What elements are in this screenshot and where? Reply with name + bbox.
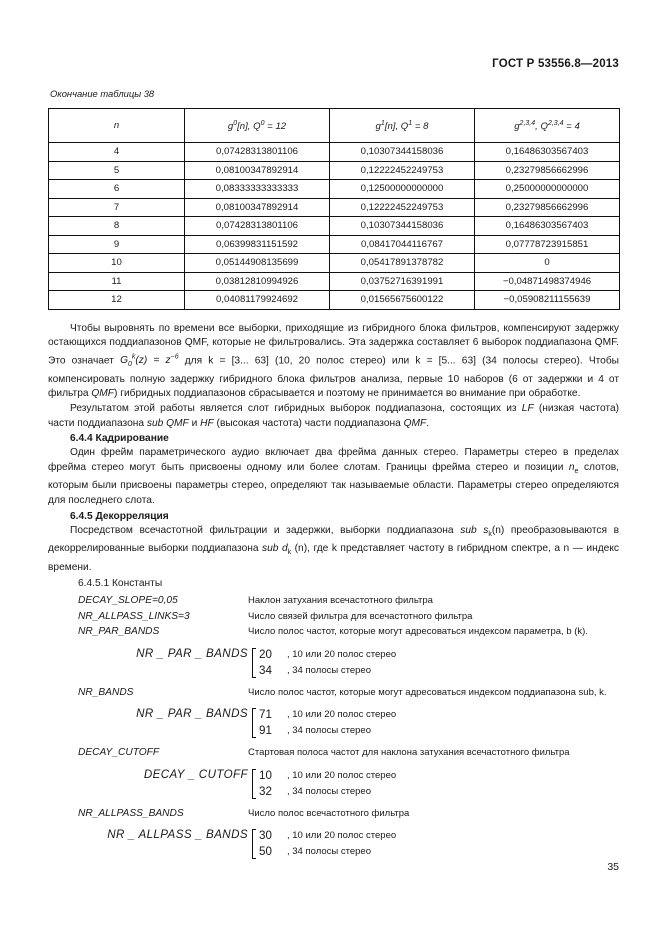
paragraph-filterbank-delay: Чтобы выровнять по времени все выборки, приходящие из гибридного блока фильтров, компенсируют задержку остающихся поддиапазонов QMF, которые не фильтровались. Эта задержка составляет 6 выборок поддиапазона QMF. Это означает $G_0^k(z) = z^{-6}$ для k = [3... 63] (10, 20 полос стерео) или k = [5... 63] (34 полосы стерео). Чтобы компенсировать полную задержку гибридного блока фильтров анализа, первые 10 наборов (6 от задержки и 4 от фильтра QMF) гибридных поддиапазонов сбрасывается и поэтому не принимается во внимание при обработке.: [48, 322, 619, 400]
brace-glyph: [249, 707, 258, 739]
constant-row: [48, 685, 619, 701]
table-cell-value: 0,23279856662996: [475, 161, 620, 180]
table-cell-value: 0,16486303567403: [475, 217, 620, 236]
paragraph-framing: Один фрейм параметрического аудио включает два фрейма данных стерео. Параметры стерео в пределах фрейма стерео могут быть присвоены одному или более слотам. Границы фрейма стерео и позиции $n_e$ слотов, которым были присвоены параметры стерео, определяют так называемые области. Параметры стерео определяются для последнего слота.: [48, 447, 619, 507]
table-cell-value: 0,12222452249753: [330, 198, 475, 217]
table-cell-value: 0,01565675600122: [330, 291, 475, 310]
constant-row-braced: [48, 768, 619, 802]
constant-note: , 34 полосы стерео: [287, 725, 371, 737]
constant-description: Число полос всечастотного фильтра: [248, 807, 410, 819]
table-row: [49, 217, 620, 236]
constant-note: , 34 полосы стерео: [287, 846, 371, 858]
constant-description: Наклон затухания всечастотного фильтра: [248, 595, 433, 607]
table-col-header-n: n: [49, 109, 185, 143]
constant-note: , 34 полосы стерео: [287, 664, 371, 676]
constant-row-braced: [48, 647, 619, 681]
table-cell-n: 10: [49, 254, 185, 273]
table-cell-n: 6: [49, 180, 185, 199]
constant-description: Число полос частот, которые могут адресоваться индексом параметра, b (k).: [248, 626, 588, 638]
constant-row: [48, 609, 619, 625]
table-cell-n: 9: [49, 235, 185, 254]
constant-value: 34: [259, 663, 272, 677]
table-cell-value: 0: [475, 254, 620, 273]
constant-row: [48, 624, 619, 640]
section-heading-6-4-5: 6.4.5 Декорреляция: [70, 510, 169, 522]
constant-name: NR_BANDS: [78, 686, 134, 698]
table-cell-value: 0,08333333333333: [185, 180, 330, 199]
constant-name-wrap: [48, 768, 248, 781]
brace-glyph: [249, 828, 258, 860]
constant-values: [258, 707, 283, 739]
table-row: [49, 254, 620, 273]
table-cell-value: 0,03752716391991: [330, 272, 475, 291]
table-col-header-g234: $g^{2,3,4}$, Q$^{2,3,4}$ = 4: [475, 109, 620, 143]
table-col-header-g1: $g^1[n]$, $Q^1 = 8$: [330, 109, 475, 143]
constant-value: 91: [259, 724, 272, 738]
table-row: [49, 198, 620, 217]
table-cell-value: 0,07428313801106: [185, 143, 330, 162]
constant-name: DECAY _ CUTOFF: [143, 767, 248, 781]
brace-glyph: [249, 647, 258, 679]
constant-name-wrap: [48, 647, 248, 660]
table-cell-value: 0,05417891378782: [330, 254, 475, 273]
constant-values: [258, 768, 283, 800]
constant-row: [48, 593, 619, 609]
constant-value: 32: [259, 784, 272, 798]
table-cell-value: 0,25000000000000: [475, 180, 620, 199]
constant-name-wrap: [48, 828, 248, 841]
section-heading-6-4-5-1: 6.4.5.1 Константы: [78, 577, 163, 589]
constant-values: [258, 828, 285, 860]
constant-row-braced: [48, 707, 619, 741]
table-caption: Окончание таблицы 38: [50, 88, 155, 99]
constant-name: NR _ PAR _ BANDS: [136, 646, 248, 660]
table-cell-value: 0,07428313801106: [185, 217, 330, 236]
table-cell-n: 12: [49, 291, 185, 310]
page-number: 35: [607, 861, 619, 873]
constant-notes: [285, 828, 619, 860]
constant-name-wrap: [48, 707, 248, 720]
constant-note: , 10 или 20 полос стерео: [287, 709, 397, 721]
table-cell-value: 0,08100347892914: [185, 161, 330, 180]
constant-value: 50: [259, 845, 272, 859]
table-cell-value: 0,23279856662996: [475, 198, 620, 217]
table-cell-value: 0,06399831151592: [185, 235, 330, 254]
constant-row-braced: [48, 828, 619, 862]
table-row: [49, 235, 620, 254]
table-row: [49, 143, 620, 162]
constant-notes: [283, 768, 619, 800]
constant-values: [258, 647, 283, 679]
table-cell-value: 0,12500000000000: [330, 180, 475, 199]
table-col-header-g0: $g^0[n]$, $Q^0 = 12$: [185, 109, 330, 143]
table-cell-value: 0,08100347892914: [185, 198, 330, 217]
constant-note: , 10 или 20 полос стерео: [287, 830, 397, 842]
constant-description: Стартовая полоса частот для наклона затухания всечастотного фильтра: [248, 747, 570, 759]
constant-value: 20: [259, 647, 272, 661]
table-cell-value: 0,05144908135699: [185, 254, 330, 273]
table-cell-value: 0,16486303567403: [475, 143, 620, 162]
table-row: [49, 291, 620, 310]
constant-name: NR _ PAR _ BANDS: [136, 707, 248, 721]
table-cell-n: 11: [49, 272, 185, 291]
table-cell-value: 0,03812810994926: [185, 272, 330, 291]
table-cell-value: 0,10307344158036: [330, 217, 475, 236]
constant-name: NR_PAR_BANDS: [78, 626, 160, 638]
table-header-row: [49, 109, 620, 143]
constant-name: NR_ALLPASS_LINKS=3: [78, 610, 190, 622]
constants-list: [48, 593, 619, 862]
section-heading-6-4-4: 6.4.4 Кадрирование: [70, 433, 169, 445]
constant-note: , 10 или 20 полос стерео: [287, 769, 397, 781]
constant-description: Число связей фильтра для всечастотного фильтра: [248, 610, 473, 622]
table-cell-value: 0,07778723915851: [475, 235, 620, 254]
constant-name: NR _ ALLPASS _ BANDS: [107, 828, 248, 842]
constant-row: [48, 806, 619, 822]
constant-notes: [283, 647, 619, 679]
coefficients-table: [48, 108, 620, 310]
constant-note: , 34 полосы стерео: [287, 785, 371, 797]
table-cell-n: 7: [49, 198, 185, 217]
constant-notes: [283, 707, 619, 739]
page-content: [48, 88, 619, 866]
brace-glyph: [249, 768, 258, 800]
table-cell-n: 4: [49, 143, 185, 162]
table-cell-value: −0,04871498374946: [475, 272, 620, 291]
constant-note: , 10 или 20 полос стерео: [287, 648, 397, 660]
constant-value: 71: [259, 708, 272, 722]
table-row: [49, 272, 620, 291]
table-body: [49, 143, 620, 310]
constant-name: DECAY_SLOPE=0,05: [78, 595, 178, 607]
constant-name: NR_ALLPASS_BANDS: [78, 807, 184, 819]
table-cell-n: 8: [49, 217, 185, 236]
paragraph-decorrelation: Посредством всечастотной фильтрации и задержки, выборки поддиапазона sub $s_k(n)$ преобразовываются в декоррелированные выборки поддиапазона sub $d_k$ (n), где k представляет частоту в гибридном спектре, а n — индекс времени.: [48, 524, 620, 573]
page-header-standard-id: ГОСТ Р 53556.8—2013: [492, 58, 619, 70]
constant-name: DECAY_CUTOFF: [78, 747, 160, 759]
paragraph-hybrid-slot-result: Результатом этой работы является слот гибридных выборок поддиапазона, состоящих из LF (низкая частота) части поддиапазона sub QMF и HF (высокая частота) части поддиапазона QMF.: [48, 403, 619, 429]
table-cell-n: 5: [49, 161, 185, 180]
table-cell-value: −0,05908211155639: [475, 291, 620, 310]
table-header: [49, 109, 620, 143]
constant-value: 30: [259, 829, 272, 843]
constant-row: [48, 745, 619, 761]
constant-description: Число полос частот, которые могут адресоваться индексом поддиапазона sub, k.: [248, 686, 607, 698]
table-row: [49, 180, 620, 199]
table-cell-value: 0,08417044116767: [330, 235, 475, 254]
constant-value: 10: [259, 768, 272, 782]
table-cell-value: 0,10307344158036: [330, 143, 475, 162]
table-row: [49, 161, 620, 180]
table-cell-value: 0,04081179924692: [185, 291, 330, 310]
table-cell-value: 0,12222452249753: [330, 161, 475, 180]
